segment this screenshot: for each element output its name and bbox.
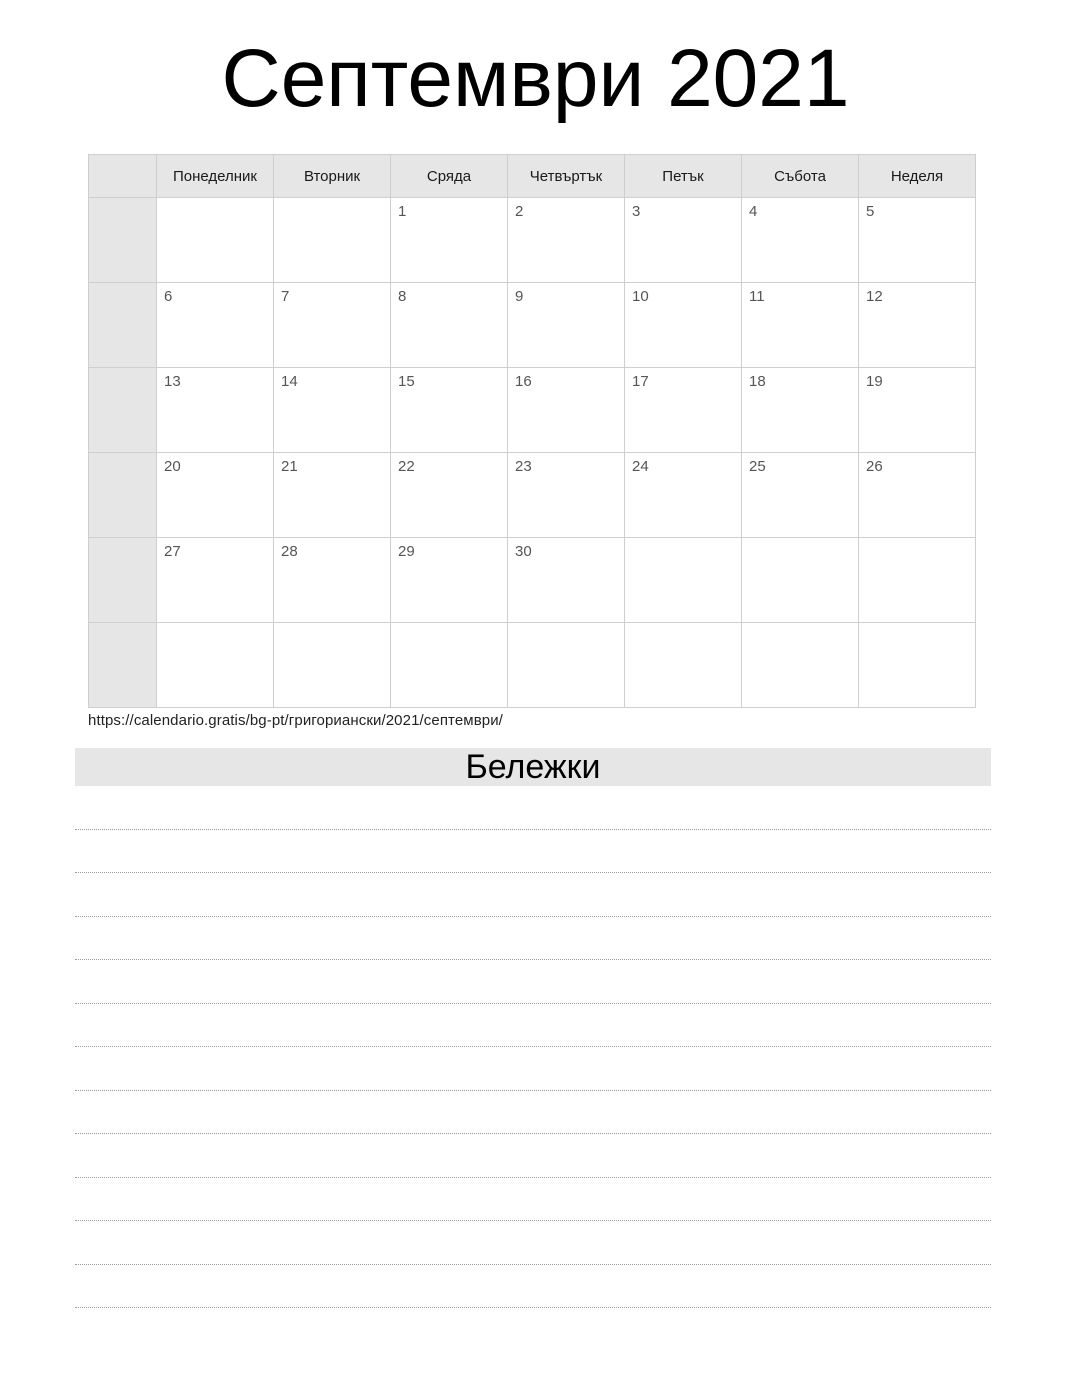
- day-cell[interactable]: [742, 623, 859, 708]
- calendar-table: [88, 154, 976, 708]
- notes-section-title: [75, 748, 991, 786]
- note-line[interactable]: [75, 1091, 991, 1135]
- day-number: 6: [164, 288, 173, 305]
- day-cell[interactable]: [508, 538, 625, 623]
- day-number: [742, 623, 858, 629]
- day-cell[interactable]: [859, 368, 976, 453]
- day-number: 3: [632, 203, 641, 220]
- day-cell[interactable]: [391, 538, 508, 623]
- day-number: [274, 623, 390, 629]
- week-number-cell: [89, 538, 157, 623]
- calendar-week-row: [89, 283, 976, 368]
- day-number: 26: [866, 458, 883, 475]
- notes-lines-container: [75, 786, 991, 1308]
- day-cell[interactable]: [157, 368, 274, 453]
- day-number: 5: [866, 203, 875, 220]
- day-number: 22: [398, 458, 415, 475]
- day-cell[interactable]: [391, 283, 508, 368]
- day-cell[interactable]: [742, 538, 859, 623]
- day-cell[interactable]: [859, 453, 976, 538]
- day-number: 30: [515, 543, 532, 560]
- note-line[interactable]: [75, 1134, 991, 1178]
- calendar-body: [89, 198, 976, 708]
- weekday-header-sunday: Неделя: [859, 155, 976, 198]
- day-cell[interactable]: [859, 283, 976, 368]
- day-number: [625, 623, 741, 629]
- day-number: 12: [866, 288, 883, 305]
- day-cell[interactable]: [508, 623, 625, 708]
- note-line[interactable]: [75, 830, 991, 874]
- weekday-header-saturday: Събота: [742, 155, 859, 198]
- day-number: 24: [632, 458, 649, 475]
- day-cell[interactable]: [274, 623, 391, 708]
- day-cell[interactable]: [157, 623, 274, 708]
- week-number-cell: [89, 283, 157, 368]
- note-line[interactable]: [75, 1047, 991, 1091]
- day-number: [859, 538, 975, 544]
- day-cell[interactable]: [391, 623, 508, 708]
- day-cell[interactable]: [157, 198, 274, 283]
- day-cell[interactable]: [391, 453, 508, 538]
- day-number: 27: [164, 543, 181, 560]
- day-number: [274, 198, 390, 204]
- day-number: 23: [515, 458, 532, 475]
- source-url[interactable]: https://calendario.gratis/bg-pt/григориански/2021/септември/: [88, 712, 503, 729]
- note-line[interactable]: [75, 1221, 991, 1265]
- day-number: 1: [398, 203, 407, 220]
- day-cell[interactable]: [508, 283, 625, 368]
- calendar-week-row: [89, 368, 976, 453]
- day-number: [508, 623, 624, 629]
- day-cell[interactable]: [157, 283, 274, 368]
- day-number: 2: [515, 203, 524, 220]
- day-cell[interactable]: [274, 538, 391, 623]
- day-number: 19: [866, 373, 883, 390]
- day-number: 25: [749, 458, 766, 475]
- day-number: 9: [515, 288, 524, 305]
- calendar-header-row: [89, 155, 976, 198]
- note-line[interactable]: [75, 917, 991, 961]
- note-line[interactable]: [75, 1265, 991, 1309]
- day-number: 7: [281, 288, 290, 305]
- weekday-header-friday: Петък: [625, 155, 742, 198]
- day-cell[interactable]: [157, 453, 274, 538]
- note-line[interactable]: [75, 786, 991, 830]
- note-line[interactable]: [75, 873, 991, 917]
- weekday-header-wednesday: Сряда: [391, 155, 508, 198]
- day-cell[interactable]: [625, 198, 742, 283]
- day-cell[interactable]: [625, 538, 742, 623]
- week-number-cell: [89, 198, 157, 283]
- day-cell[interactable]: [859, 623, 976, 708]
- day-cell[interactable]: [508, 453, 625, 538]
- day-number: 4: [749, 203, 758, 220]
- day-cell[interactable]: [274, 368, 391, 453]
- day-number: 13: [164, 373, 181, 390]
- page-title: Септември 2021: [221, 33, 850, 124]
- day-cell[interactable]: [859, 538, 976, 623]
- day-number: [391, 623, 507, 629]
- day-number: 15: [398, 373, 415, 390]
- day-cell[interactable]: [274, 283, 391, 368]
- day-number: [157, 623, 273, 629]
- weekday-header-monday: Понеделник: [157, 155, 274, 198]
- day-cell[interactable]: [859, 198, 976, 283]
- day-number: 29: [398, 543, 415, 560]
- day-number: 11: [749, 288, 765, 305]
- day-number: 18: [749, 373, 766, 390]
- day-cell[interactable]: [274, 453, 391, 538]
- day-cell[interactable]: [625, 453, 742, 538]
- day-cell[interactable]: [742, 198, 859, 283]
- day-number: 20: [164, 458, 181, 475]
- day-cell[interactable]: [157, 538, 274, 623]
- day-cell[interactable]: [391, 368, 508, 453]
- day-number: 14: [281, 373, 298, 390]
- day-number: 8: [398, 288, 407, 305]
- calendar-week-row: [89, 623, 976, 708]
- week-number-cell: [89, 623, 157, 708]
- week-number-cell: [89, 368, 157, 453]
- week-number-cell: [89, 453, 157, 538]
- weekday-header-thursday: Четвъртък: [508, 155, 625, 198]
- day-number: 16: [515, 373, 532, 390]
- day-cell[interactable]: [742, 368, 859, 453]
- note-line[interactable]: [75, 1004, 991, 1048]
- day-number: [625, 538, 741, 544]
- calendar-container: [88, 154, 976, 708]
- day-number: [157, 198, 273, 204]
- weekday-header-tuesday: Вторник: [274, 155, 391, 198]
- day-number: 28: [281, 543, 298, 560]
- day-number: 21: [281, 458, 298, 475]
- day-number: 10: [632, 288, 649, 305]
- day-cell[interactable]: [508, 368, 625, 453]
- day-number: [859, 623, 975, 629]
- day-cell[interactable]: [742, 453, 859, 538]
- day-cell[interactable]: [391, 198, 508, 283]
- day-cell[interactable]: [625, 623, 742, 708]
- calendar-week-row: [89, 198, 976, 283]
- calendar-corner-cell: [89, 155, 157, 198]
- notes-title-text: Бележки: [465, 748, 601, 786]
- note-line[interactable]: [75, 960, 991, 1004]
- day-number: 17: [632, 373, 649, 390]
- day-cell[interactable]: [625, 368, 742, 453]
- calendar-week-row: [89, 538, 976, 623]
- day-cell[interactable]: [625, 283, 742, 368]
- day-number: [742, 538, 858, 544]
- day-cell[interactable]: [274, 198, 391, 283]
- note-line[interactable]: [75, 1178, 991, 1222]
- day-cell[interactable]: [742, 283, 859, 368]
- calendar-week-row: [89, 453, 976, 538]
- day-cell[interactable]: [508, 198, 625, 283]
